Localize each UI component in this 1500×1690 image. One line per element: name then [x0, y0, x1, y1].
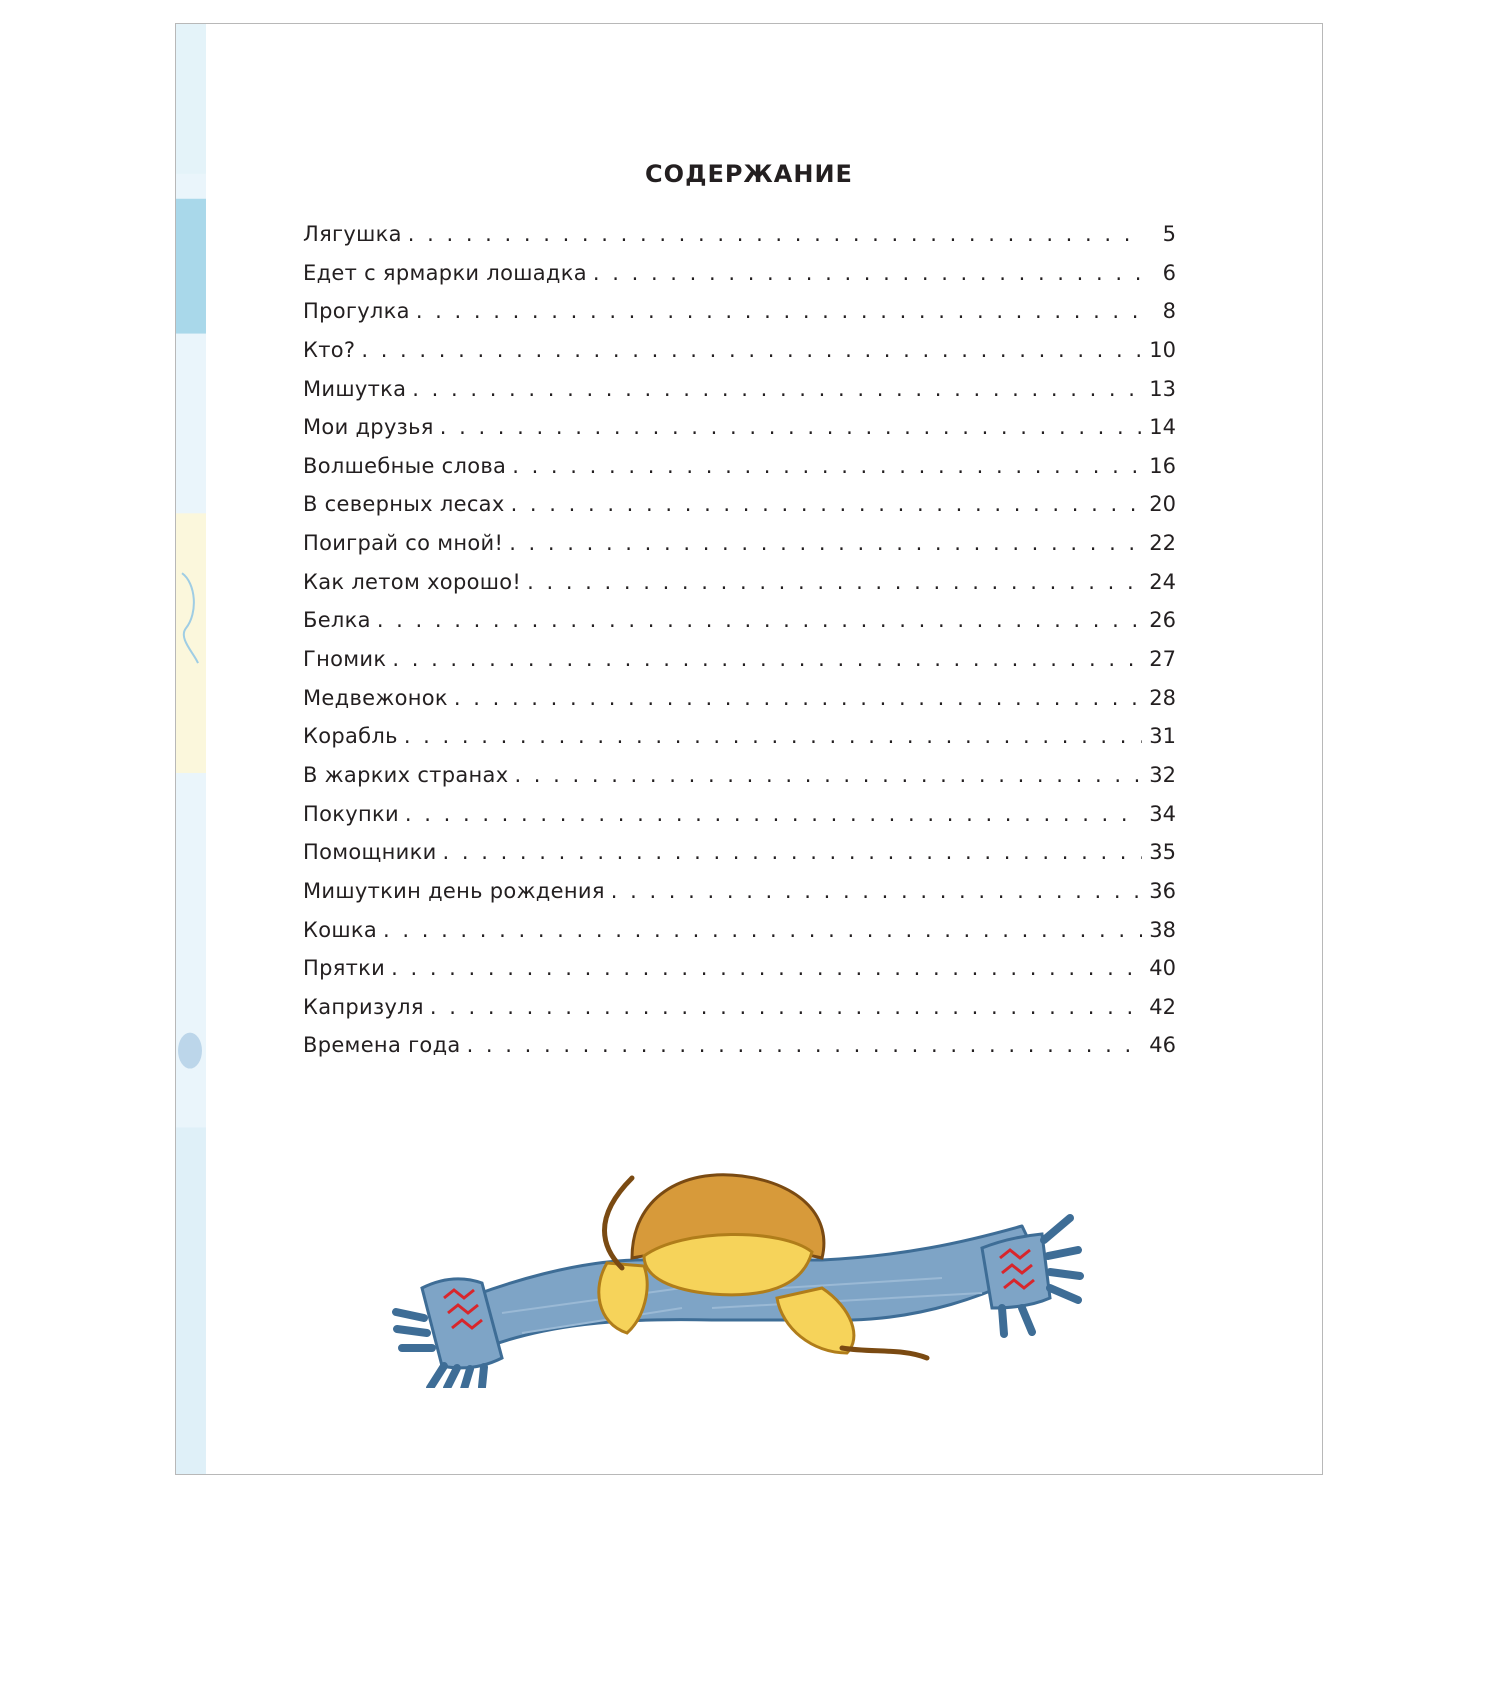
toc-leader-dots: [392, 647, 1142, 671]
toc-leader-dots: [440, 415, 1142, 439]
toc-entry: [303, 454, 1176, 493]
toc-entry-title: Белка: [303, 608, 371, 633]
toc-entry-page-number: 28: [1149, 685, 1176, 710]
toc-leader-dots: [412, 377, 1142, 401]
toc-leader-dots: [512, 454, 1142, 478]
toc-entry-title: В жарких странах: [303, 762, 509, 787]
toc-leader-dots: [408, 222, 1142, 246]
toc-leader-dots: [509, 531, 1142, 555]
toc-entry-title: Мои друзья: [303, 415, 434, 440]
table-of-contents: [303, 222, 1176, 1072]
toc-entry-title: Волшебные слова: [303, 453, 507, 478]
toc-leader-dots: [454, 686, 1142, 710]
toc-entry-page-number: 46: [1149, 1033, 1176, 1058]
scarf-hat-drawing: [382, 1148, 1102, 1388]
toc-entry-page-number: 38: [1149, 917, 1176, 942]
toc-entry: [303, 377, 1176, 416]
toc-entry-title: Поиграй со мной!: [303, 531, 504, 556]
toc-entry-page-number: 20: [1149, 492, 1176, 517]
toc-leader-dots: [511, 492, 1142, 516]
toc-entry-page-number: 24: [1149, 569, 1176, 594]
toc-leader-dots: [391, 956, 1142, 980]
toc-entry-title: Прогулка: [303, 299, 410, 324]
toc-entry-title: Помощники: [303, 840, 437, 865]
toc-entry-page-number: 27: [1149, 647, 1176, 672]
toc-entry-page-number: 35: [1149, 840, 1176, 865]
toc-leader-dots: [527, 570, 1142, 594]
toc-entry-page-number: 26: [1149, 608, 1176, 633]
toc-entry: [303, 995, 1176, 1034]
toc-leader-dots: [430, 995, 1142, 1019]
toc-entry: [303, 222, 1176, 261]
toc-entry-title: Покупки: [303, 801, 399, 826]
toc-entry: [303, 261, 1176, 300]
toc-leader-dots: [514, 763, 1142, 787]
toc-leader-dots: [404, 724, 1142, 748]
toc-entry-page-number: 16: [1149, 453, 1176, 478]
toc-entry-title: В северных лесах: [303, 492, 505, 517]
toc-leader-dots: [467, 1033, 1142, 1057]
page-title: СОДЕРЖАНИЕ: [645, 160, 853, 188]
toc-entry-title: Корабль: [303, 724, 398, 749]
toc-entry-page-number: 14: [1149, 415, 1176, 440]
toc-entry-title: Как летом хорошо!: [303, 569, 522, 594]
toc-entry-title: Лягушка: [303, 222, 402, 246]
toc-entry-page-number: 32: [1149, 762, 1176, 787]
toc-entry-page-number: 34: [1149, 801, 1176, 826]
toc-leader-dots: [383, 918, 1142, 942]
scarf-and-hat-icon: [382, 1440, 1102, 1690]
toc-entry-title: Мишутка: [303, 376, 407, 401]
toc-entry: [303, 570, 1176, 609]
toc-entry: [303, 918, 1176, 957]
toc-leader-dots: [416, 299, 1142, 323]
toc-entry-title: Капризуля: [303, 994, 424, 1019]
toc-entry-page-number: 31: [1149, 724, 1176, 749]
toc-leader-dots: [361, 338, 1142, 362]
toc-entry-page-number: 40: [1149, 956, 1176, 981]
toc-leader-dots: [611, 879, 1142, 903]
toc-entry: [303, 686, 1176, 725]
toc-leader-dots: [405, 802, 1142, 826]
toc-entry-title: Кошка: [303, 917, 378, 942]
toc-leader-dots: [443, 840, 1142, 864]
toc-entry: [303, 763, 1176, 802]
toc-entry-page-number: 42: [1149, 994, 1176, 1019]
toc-entry: [303, 879, 1176, 918]
toc-entry-page-number: 13: [1149, 376, 1176, 401]
spine-decoration: [176, 24, 206, 1474]
toc-entry: [303, 531, 1176, 570]
toc-entry: [303, 840, 1176, 879]
toc-entry-title: Едет с ярмарки лошадка: [303, 260, 587, 285]
toc-entry: [303, 338, 1176, 377]
toc-entry: [303, 802, 1176, 841]
toc-entry-title: Прятки: [303, 956, 386, 981]
toc-entry-title: Кто?: [303, 337, 356, 362]
toc-entry: [303, 608, 1176, 647]
toc-entry-page-number: 8: [1162, 299, 1176, 324]
toc-entry: [303, 299, 1176, 338]
toc-entry: [303, 724, 1176, 763]
toc-entry: [303, 415, 1176, 454]
toc-entry-title: Времена года: [303, 1033, 461, 1058]
toc-entry-title: Гномик: [303, 647, 387, 672]
toc-entry-page-number: 10: [1149, 337, 1176, 362]
toc-entry: [303, 647, 1176, 686]
toc-leader-dots: [377, 608, 1142, 632]
toc-entry-page-number: 36: [1149, 878, 1176, 903]
toc-entry-title: Медвежонок: [303, 685, 448, 710]
toc-entry: [303, 956, 1176, 995]
toc-entry: [303, 1033, 1176, 1072]
toc-leader-dots: [593, 261, 1142, 285]
toc-entry-page-number: 5: [1162, 222, 1176, 246]
toc-entry-page-number: 6: [1162, 260, 1176, 285]
toc-entry-page-number: 22: [1149, 531, 1176, 556]
toc-entry: [303, 492, 1176, 531]
toc-entry-title: Мишуткин день рождения: [303, 878, 605, 903]
